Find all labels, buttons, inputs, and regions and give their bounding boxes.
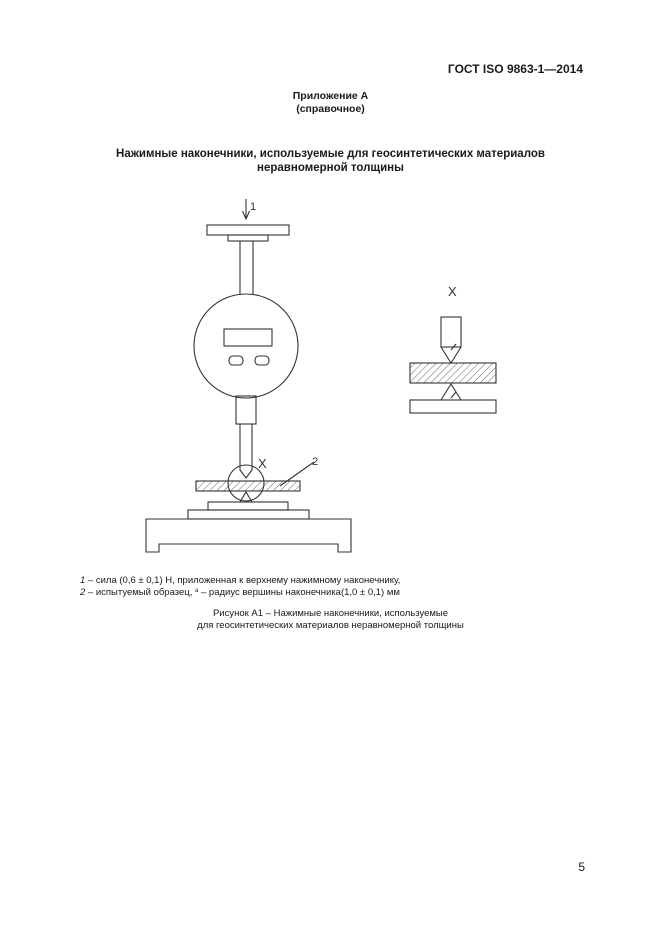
legend-item-2-text-after: – радиус вершины наконечника(1,0 ± 0,1) мм [198, 586, 400, 598]
base-table [146, 519, 351, 552]
figure-caption [0, 608, 661, 632]
dial-button-left [229, 356, 243, 365]
detail-upper-tip-shank [441, 317, 461, 347]
figure-legend [80, 575, 400, 598]
legend-item-1 [80, 575, 400, 587]
upper-presser-tip [240, 470, 252, 478]
force-label: 1 [250, 201, 257, 213]
sample-label: 2 [312, 456, 319, 468]
lower-stem-block [236, 396, 256, 424]
weight-plate [207, 225, 289, 235]
heading-line-2: неравномерной толщины [257, 162, 404, 174]
legend-footnote-marker: a [195, 587, 199, 594]
legend-item-2-number: 2 [80, 586, 86, 598]
annex-type: (справочное) [296, 103, 365, 115]
dial-button-right [255, 356, 269, 365]
detail-view-label: X [448, 284, 457, 299]
dial-display [224, 329, 272, 346]
legend-item-2 [80, 587, 400, 599]
detail-view-x [410, 317, 496, 413]
legend-item-1-number: 1 [80, 575, 86, 586]
detail-lower-radius-mark [451, 392, 456, 398]
caption-line-1: Рисунок А1 – Нажимные наконечники, используемые [212, 608, 449, 619]
legend-item-1-text: – сила (0,6 ± 0,1) Н, приложенная к верхнему нажимному наконечнику, [85, 575, 401, 586]
anvil [208, 502, 288, 510]
heading-line-1: Нажимные наконечники, используемые для геосинтетических материалов [116, 148, 545, 160]
detail-marker-label: X [258, 456, 267, 471]
standard-code: ГОСТ ISO 9863-1—2014 [447, 62, 583, 76]
weight-plate-collar [228, 235, 268, 241]
legend-item-2-text: – испытуемый образец, [85, 586, 196, 598]
annex-label: Приложение А [292, 90, 369, 102]
page-number: 5 [578, 860, 585, 874]
detail-specimen [410, 363, 496, 383]
detail-anvil [410, 400, 496, 413]
caption-line-2: для геосинтетических материалов неравномерной толщины [197, 620, 464, 631]
anvil-base [188, 510, 309, 519]
thickness-gauge-drawing [146, 199, 351, 552]
